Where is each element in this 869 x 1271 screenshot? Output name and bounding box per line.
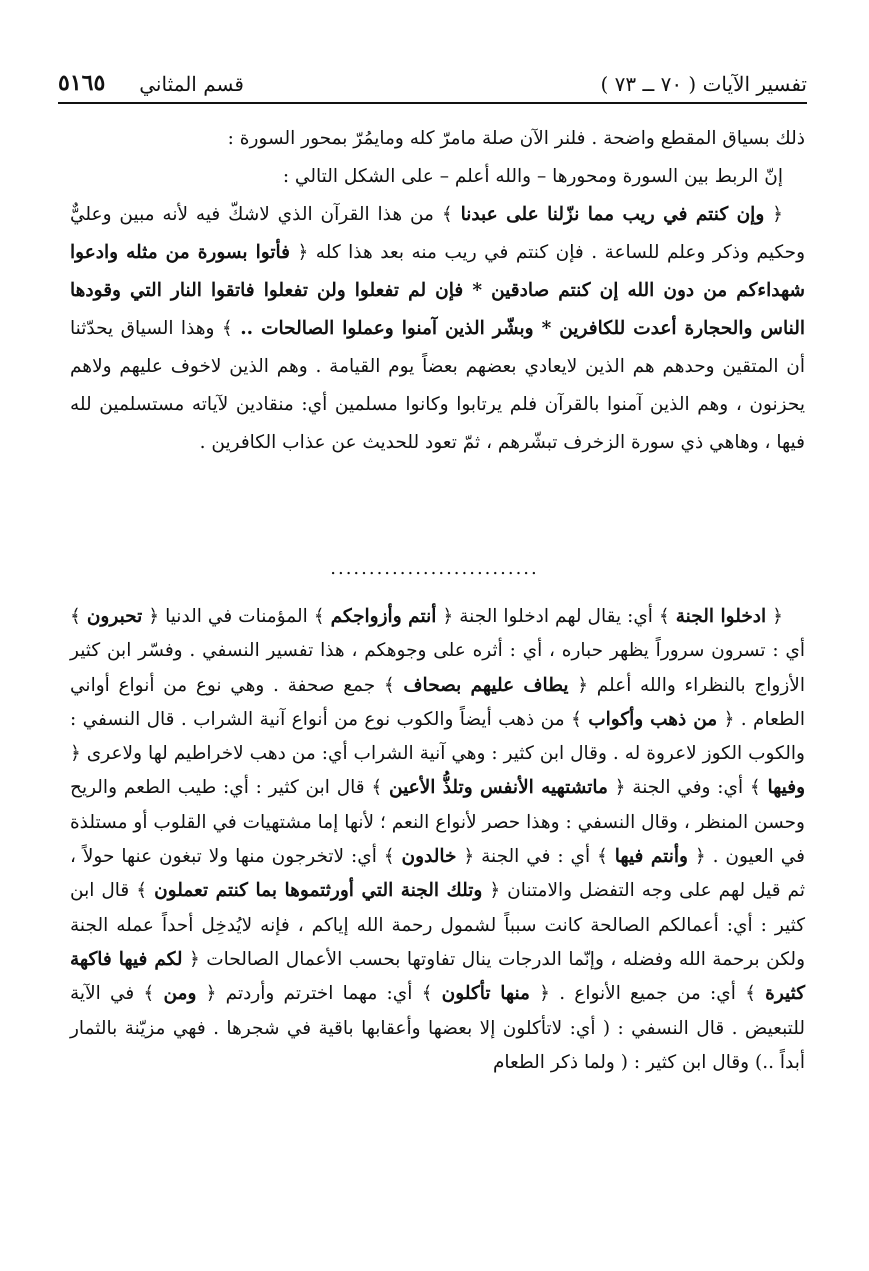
quran-verse: من ذهب وأكواب (588, 708, 718, 730)
text-run: ﴾ أي: من جميع الأنواع . ﴿ (529, 983, 766, 1005)
quran-verse: فأتوا بسورة من مثله وادعوا شهداءكم من دون الله إن كنتم صادقين * فإن لم تفعلوا ولن تفعلوا فاتقوا النار التي وقودها الناس والحجارة أعدت للكافرين * وبشّر الذين آمنوا وعملوا الصالحات .. (70, 242, 805, 339)
text-run: ﴾ أي : تسرون سروراً يظهر حباره ، أي : أثره على وجوهكم ، هذا تفسير النسفي . وفسّر ابن كثير الأزواج بالنظراء والله أعلم ﴿ (70, 606, 805, 696)
text-run: ﴾ أي : في الجنة ﴿ (456, 846, 615, 868)
text-run: ﴾ من هذا القرآن الذي لاشكّ فيه لأنه مبين وعليٌّ وحكيم وذكر وعلم للساعة . فإن كنتم في ريب منه بعد هذا كله ﴿ (70, 204, 806, 263)
text-run: ﴾ أي: يقال لهم ادخلوا الجنة ﴿ (436, 606, 676, 627)
text-run: ﴾ قال ابن كثير : أي: طيب الطعم والريح وحسن المنظر ، وقال النسفي : وهذا حصر لأنواع النعم ؛ لأنها إما مشتهيات في القلوب أو مستلذة في العيون . ﴿ (69, 777, 805, 868)
quran-verse: ادخلوا الجنة (675, 606, 767, 627)
quran-verse: يطاف عليهم بصحاف (403, 674, 569, 696)
paragraph-link: إنّ الربط بين السورة ومحورها – والله أعلم – على الشكل التالي : (282, 166, 783, 187)
section-divider: ........................... (330, 558, 539, 579)
quran-verse: لكم فيها فاكهة كثيرة (70, 948, 805, 1005)
text-run: ﴿ (766, 606, 784, 627)
quran-verse: ومن (163, 983, 197, 1005)
text-run: ﴾ جمع صحفة . وهي نوع من أنواع أواني الطعام . ﴿ (70, 674, 805, 730)
text-run: ﴿ (764, 204, 783, 225)
text-run: ﴾ في الآية للتبعيض . قال النسفي : ( أي: لاتأكلون إلا بعضها وأعقابها باقية في شجرها . فهي مزيّنة بالثمار أبداً ..) وقال ابن كثير : ( ولما ذكر الطعام (70, 983, 805, 1073)
text-run: ﴾ وهذا السياق يحدّثنا أن المتقين وحدهم هم الذين لايعادي بعضهم بعضاً يوم القيامة . وهم الذين لاخوف عليهم ولاهم يحزنون ، وهم الذين آمنوا بالقرآن فلم يرتابوا وكانوا مسلمين أي: منقادين لآياته مستسلمين لله فيها ، وهاهي ذي سورة الزخرف تبشّرهم ، ثمّ تعود للحديث عن عذاب الكافرين . (70, 318, 805, 453)
page-number: ٥١٦٥ (58, 70, 106, 96)
quran-verse: خالدون (401, 846, 457, 868)
quran-verse: تحبرون (86, 606, 143, 627)
commentary-block-1 (70, 120, 805, 462)
quran-verse: منها تأكلون (441, 983, 530, 1005)
text-run: ﴾ أي: مهما اخترتم وأردتم ﴿ (196, 983, 442, 1005)
paragraph-tafsir (70, 600, 805, 1080)
text-run: ﴾ المؤمنات في الدنيا ﴿ (142, 606, 331, 627)
text-run: ﴾ أي: لاتخرجون منها ولا تبغون عنها حولاً ، ثم قيل لهم على وجه التفضل والامتنان ﴿ (70, 846, 805, 902)
section-name: قسم المثاني (139, 72, 244, 96)
quran-verse: ماتشتهيه الأنفس وتلذُّ الأعين (389, 777, 608, 799)
quran-verse: وأنتم فيها (614, 846, 688, 868)
page-header (58, 56, 807, 104)
paragraph-intro: ذلك بسياق المقطع واضحة . فلنر الآن صلة مامرّ كله ومايمُرّ بمحور السورة : (227, 128, 805, 149)
paragraph-context (70, 196, 805, 462)
quran-verse: أنتم وأزواجكم (330, 606, 437, 627)
quran-verse: وإن كنتم في ريب مما نزّلنا على عبدنا (460, 204, 765, 225)
commentary-block-2 (70, 600, 805, 1080)
header-left-group (58, 70, 244, 96)
running-title: تفسير الآيات ( ٧٠ ــ ٧٣ ) (600, 72, 807, 96)
text-run: ﴾ من ذهب أيضاً والكوب نوع من أنواع آنية الشراب . قال النسفي : والكوب الكوز لاعروة له . وقال ابن كثير : وهي آنية الشراب أي: من دهب لاخراطيم لها ولاعرى ﴿ (70, 708, 805, 765)
quran-verse: وفيها (767, 777, 806, 799)
text-run: ﴾ قال ابن كثير : أي: أعمالكم الصالحة كانت سبباً لشمول رحمة الله إياكم ، فإنه لايُدخِل أحداً عمله الجنة ولكن برحمة الله وفضله ، وإنّما الدرجات ينال تفاوتها بحسب الأعمال الصالحات ﴿ (70, 880, 806, 970)
text-run: ﴾ أي: وفي الجنة ﴿ (607, 777, 768, 799)
quran-verse: وتلك الجنة التي أورثتموها بما كنتم تعملون (154, 880, 483, 902)
